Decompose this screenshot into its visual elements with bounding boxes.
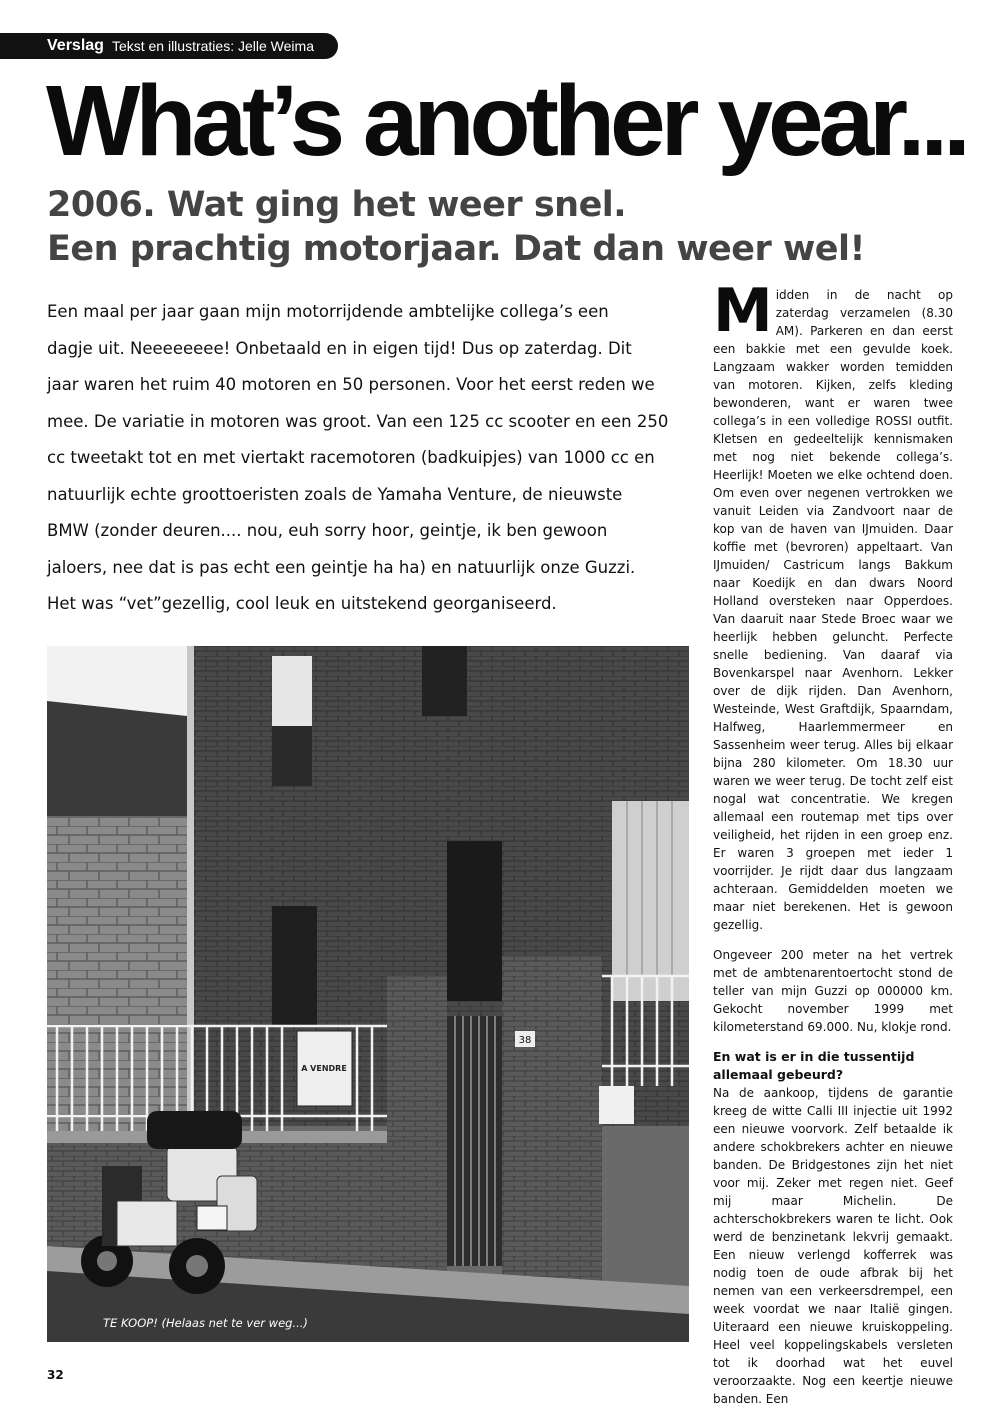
photo-illustration bbox=[47, 646, 689, 1342]
subtitle-line: 2006. Wat ging het weer snel. bbox=[47, 185, 627, 225]
article-subtitle bbox=[47, 183, 947, 271]
intro-line: cc tweetakt tot en met viertakt racemotoren (badkuipjes) van 1000 cc en bbox=[47, 448, 655, 467]
intro-paragraph bbox=[47, 294, 695, 623]
subtitle-line: Een prachtig motorjaar. Dat dan weer wel! bbox=[47, 229, 865, 269]
article-photo bbox=[47, 646, 689, 1342]
gate-pillar bbox=[502, 956, 602, 1306]
body-paragraph: Na de aankoop, tijdens de garantie kreeg de witte Calli III injectie uit 1992 een nieuwe voorvork. Zelf betaalde ik andere schokbrekers achter en nieuwe banden. De Bridgestones zijn het niet voor mij. Zeker met regen niet. Geef mij maar Michelin. De achterschokbrekers waren te licht. Ook werd de benzinetank lekvrij gemaakt. Een nieuw verlengd kofferrek was nodig toen de oude afbrak bij het nemen van een verkeersdrempel, een week voordat we naar Italië gingen. Uiteraard een nieuwe kruiskoppeling. Heel veel koppelingskabels versleten tot ik doorhad wat het euvel veroorzaakte. Nog een keertje nieuwe banden. Een bbox=[713, 1086, 953, 1406]
page-number: 32 bbox=[47, 1368, 64, 1382]
section-label: Verslag bbox=[47, 37, 104, 54]
photo-caption: TE KOOP! (Helaas net te ver weg...) bbox=[103, 1316, 308, 1330]
paragraph-text: idden in de nacht op zaterdag verzamelen (8.30 AM). Parkeren en dan eerst een bakkie met een gevulde koek. Langzaam wakker worden temidden van motoren. Kijken, zelfs kleding bewonderen, want er waren twee collega’s in een volledige ROSSI outfit. Kletsen en gedeeltelijk kennismaken met nog niet bekende collega’s. Heerlijk! Moeten we elke ochtend doen. Om even over negenen vertrokken we vanuit Leiden via Zandvoort naar de kop van de haven van IJmuiden. Daar koffie met (bevroren) appeltaart. Van IJmuiden/ Castricum langs Bakkum naar Koedijk en dan dwars Noord Holland oversteken naar Opperdoes. Van daaruit naar Stede Broec waar we heerlijk hebben geluncht. Perfecte snelle bediening. Van daaraf via Bovenkarspel naar Avenhorn. Lekker over de dijk rijden. Dan Avenhorn, Westeinde, West Graftdijk, Spaarndam, Halfweg, Haarlemmermeer en Sassenheim weer terug. Alles bij elkaar bijna 280 kilometer. Om 18.30 uur waren we weer terug. De tocht zelf eist nogal wat concentratie. We kregen allemaal een routemap met tips over veiligheid, het rijden in een groep enz. Er waren 3 groepen met ieder 1 voorrijder. Je rijdt daar dus langzaam achteraan. Gemiddelden moeten we maar niet berekenen. Het is gewoon gezellig. bbox=[713, 288, 953, 932]
gate-pillar bbox=[387, 976, 447, 1306]
subsection-heading: En wat is er in die tussentijd allemaal gebeurd? bbox=[713, 1049, 915, 1082]
window bbox=[272, 906, 317, 1026]
intro-line: jaar waren het ruim 40 motoren en 50 personen. Voor het eerst reden we bbox=[47, 375, 655, 394]
intro-line: dagje uit. Neeeeeeee! Onbetaald en in eigen tijd! Dus op zaterdag. Dit bbox=[47, 338, 632, 358]
roof bbox=[47, 701, 192, 821]
article-title: What’s another year... bbox=[46, 65, 966, 177]
intro-line: BMW (zonder deuren.... nou, euh sorry hoor, geintje, ik ben gewoon bbox=[47, 521, 608, 540]
body-paragraph: Ongeveer 200 meter na het vertrek met de ambtenarentoertocht stond de teller van mijn Guzzi op 000000 km. Gekocht november 1999 met kilometerstand 69.000. Nu, klokje rond. bbox=[713, 948, 953, 1034]
intro-line: Een maal per jaar gaan mijn motorrijdende ambtelijke collega’s een bbox=[47, 302, 609, 321]
drop-cap: M bbox=[713, 276, 773, 346]
intro-line: natuurlijk echte groottoeristen zoals de Yamaha Venture, de nieuwste bbox=[47, 484, 623, 504]
intro-line: mee. De variatie in motoren was groot. Van een 125 cc scooter en een 250 bbox=[47, 411, 669, 431]
body-paragraph bbox=[713, 276, 953, 934]
intro-line: Het was “vet”gezellig, cool leuk en uitstekend georganiseerd. bbox=[47, 594, 557, 613]
garage-door bbox=[612, 801, 689, 1001]
svg-text:38: 38 bbox=[518, 1035, 532, 1046]
author-credit: Tekst en illustraties: Jelle Weima bbox=[111, 38, 314, 54]
section-bar bbox=[0, 33, 338, 59]
door bbox=[447, 841, 502, 1001]
body-column bbox=[713, 276, 953, 1408]
intro-line: jaloers, nee dat is pas echt een geintje ha ha) en natuurlijk onze Guzzi. bbox=[47, 557, 636, 577]
window bbox=[422, 646, 467, 716]
mailbox bbox=[599, 1086, 634, 1124]
svg-text:A VENDRE: A VENDRE bbox=[301, 1064, 347, 1073]
